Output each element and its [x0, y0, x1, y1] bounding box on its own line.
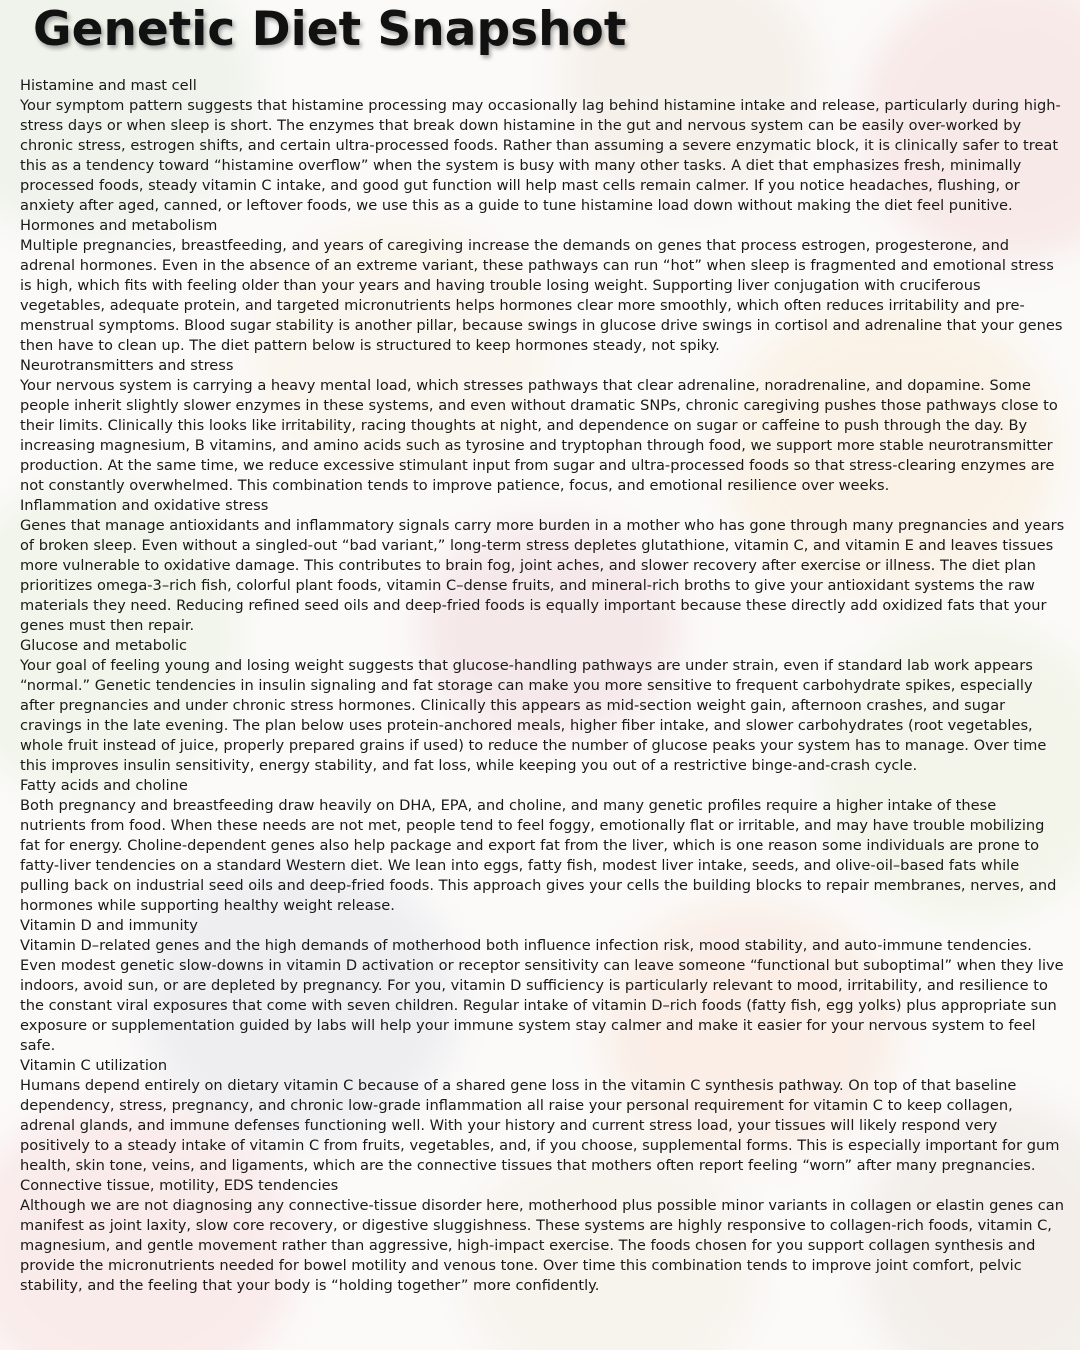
section-body: Genes that manage antioxidants and inflammatory signals carry more burden in a mother who has gone through many pregnancies and years of broken sleep. Even without a singled-out “bad variant,” long-term stress depletes glutathione, vitamin C, and vitamin E and leaves tissues more vulnerable to oxidative damage. This contributes to brain fog, joint aches, and slower recovery after exercise or illness. The diet plan prioritizes omega-3–rich fish, colorful plant foods, vitamin C–dense fruits, and mineral-rich broths to give your antioxidant systems the raw materials they need. Reducing refined seed oils and deep-fried foods is equally important because these directly add oxidized fats that your genes must then repair.: [20, 517, 1065, 634]
section-heading: Glucose and metabolic: [20, 637, 188, 654]
section-hormones: [20, 216, 1066, 356]
section-neurotransmitters: [20, 356, 1066, 496]
section-body: Although we are not diagnosing any connective-tissue disorder here, motherhood plus possible minor variants in collagen or elastin genes can manifest as joint laxity, slow core recovery, or digestive sluggishness. These systems are highly responsive to collagen-rich foods, vitamin C, magnesium, and gentle movement rather than aggressive, high-impact exercise. The foods chosen for you support collagen synthesis and provide the micronutrients needed for bowel motility and venous tone. Over time this combination tends to improve joint comfort, pelvic stability, and the feeling that your body is “holding together” more confidently.: [20, 1197, 1064, 1294]
section-histamine: [20, 76, 1066, 216]
section-heading: Hormones and metabolism: [20, 217, 218, 234]
sections-container: [20, 76, 1066, 1296]
section-heading: Neurotransmitters and stress: [20, 357, 234, 374]
section-fatty-acids: [20, 776, 1066, 916]
section-body: Your goal of feeling young and losing weight suggests that glucose-handling pathways are under strain, even if standard lab work appears “normal.” Genetic tendencies in insulin signaling and fat storage can make you more sensitive to frequent carbohydrate spikes, especially after pregnancies and under chronic stress hormones. Clinically this appears as mid-section weight gain, afternoon crashes, and sugar cravings in the late evening. The plan below uses protein-anchored meals, higher fiber intake, and slower carbohydrates (root vegetables, whole fruit instead of juice, properly prepared grains if used) to reduce the number of glucose peaks your system has to manage. Over time this improves insulin sensitivity, energy stability, and fat loss, while keeping you out of a restrictive binge-and-crash cycle.: [20, 657, 1047, 774]
section-heading: Vitamin C utilization: [20, 1057, 168, 1074]
section-body: Your nervous system is carrying a heavy mental load, which stresses pathways that clear adrenaline, noradrenaline, and dopamine. Some people inherit slightly slower enzymes in these systems, and even without dramatic SNPs, chronic caregiving pushes those pathways close to their limits. Clinically this looks like irritability, racing thoughts at night, and dependence on sugar or caffeine to push through the day. By increasing magnesium, B vitamins, and amino acids such as tyrosine and tryptophan through food, we support more stable neurotransmitter production. At the same time, we reduce excessive stimulant input from sugar and ultra-processed foods so that stress-clearing enzymes are not constantly overwhelmed. This combination tends to improve patience, focus, and emotional resilience over weeks.: [20, 377, 1058, 494]
section-body: Humans depend entirely on dietary vitamin C because of a shared gene loss in the vitamin C synthesis pathway. On top of that baseline dependency, stress, pregnancy, and chronic low-grade inflammation all raise your personal requirement for vitamin C to keep collagen, adrenal glands, and immune defenses functioning well. With your history and current stress load, your tissues will likely respond very positively to a steady intake of vitamin C from fruits, vegetables, and, if you choose, supplemental forms. This is especially important for gum health, skin tone, veins, and ligaments, which are the connective tissues that mothers often report feeling “worn” after many pregnancies.: [20, 1077, 1060, 1174]
section-vitamin-c: [20, 1056, 1066, 1176]
section-heading: Vitamin D and immunity: [20, 917, 198, 934]
section-heading: Histamine and mast cell: [20, 77, 197, 94]
section-glucose: [20, 636, 1066, 776]
section-body: Your symptom pattern suggests that histamine processing may occasionally lag behind histamine intake and release, particularly during high-stress days or when sleep is short. The enzymes that break down histamine in the gut and nervous system can be easily over-worked by chronic stress, estrogen shifts, and certain ultra-processed foods. Rather than assuming a severe enzymatic block, it is clinically safer to treat this as a tendency toward “histamine overflow” when the system is busy with many other tasks. A diet that emphasizes fresh, minimally processed foods, steady vitamin C intake, and good gut function will help mast cells remain calmer. If you notice headaches, flushing, or anxiety after aged, canned, or leftover foods, we use this as a guide to tune histamine load down without making the diet feel punitive.: [20, 97, 1061, 214]
section-heading: Fatty acids and choline: [20, 777, 188, 794]
section-heading: Inflammation and oxidative stress: [20, 497, 269, 514]
section-body: Multiple pregnancies, breastfeeding, and years of caregiving increase the demands on genes that process estrogen, progesterone, and adrenal hormones. Even in the absence of an extreme variant, these pathways can run “hot” when sleep is fragmented and emotional stress is high, which fits with feeling older than your years and having trouble losing weight. Supporting liver conjugation with cruciferous vegetables, adequate protein, and targeted micronutrients helps hormones clear more smoothly, which often reduces irritability and pre-menstrual symptoms. Blood sugar stability is another pillar, because swings in glucose drive swings in cortisol and adrenaline that your genes then have to clean up. The diet pattern below is structured to keep hormones steady, not spiky.: [20, 237, 1063, 354]
page-title: Genetic Diet Snapshot: [33, 2, 627, 57]
section-vitamin-d: [20, 916, 1066, 1056]
section-body: Both pregnancy and breastfeeding draw heavily on DHA, EPA, and choline, and many genetic profiles require a higher intake of these nutrients from food. When these needs are not met, people tend to feel foggy, emotionally flat or irritable, and may have trouble mobilizing fat for energy. Choline-dependent genes also help package and export fat from the liver, which is one reason some individuals are prone to fatty-liver tendencies on a standard Western diet. We lean into eggs, fatty fish, modest liver intake, seeds, and olive-oil–based fats while pulling back on industrial seed oils and deep-fried foods. This approach gives your cells the building blocks to repair membranes, nerves, and hormones while supporting healthy weight release.: [20, 797, 1057, 914]
section-inflammation: [20, 496, 1066, 636]
section-connective-tissue: [20, 1176, 1066, 1296]
section-heading: Connective tissue, motility, EDS tendencies: [20, 1177, 339, 1194]
section-body: Vitamin D–related genes and the high demands of motherhood both influence infection risk, mood stability, and auto-immune tendencies. Even modest genetic slow-downs in vitamin D activation or receptor sensitivity can leave someone “functional but suboptimal” when they live indoors, avoid sun, or are depleted by pregnancy. For you, vitamin D sufficiency is particularly relevant to mood, irritability, and resilience to the constant viral exposures that come with seven children. Regular intake of vitamin D–rich foods (fatty fish, egg yolks) plus appropriate sun exposure or supplementation guided by labs will help your immune system stay calmer and make it easier for your nervous system to feel safe.: [20, 937, 1064, 1054]
